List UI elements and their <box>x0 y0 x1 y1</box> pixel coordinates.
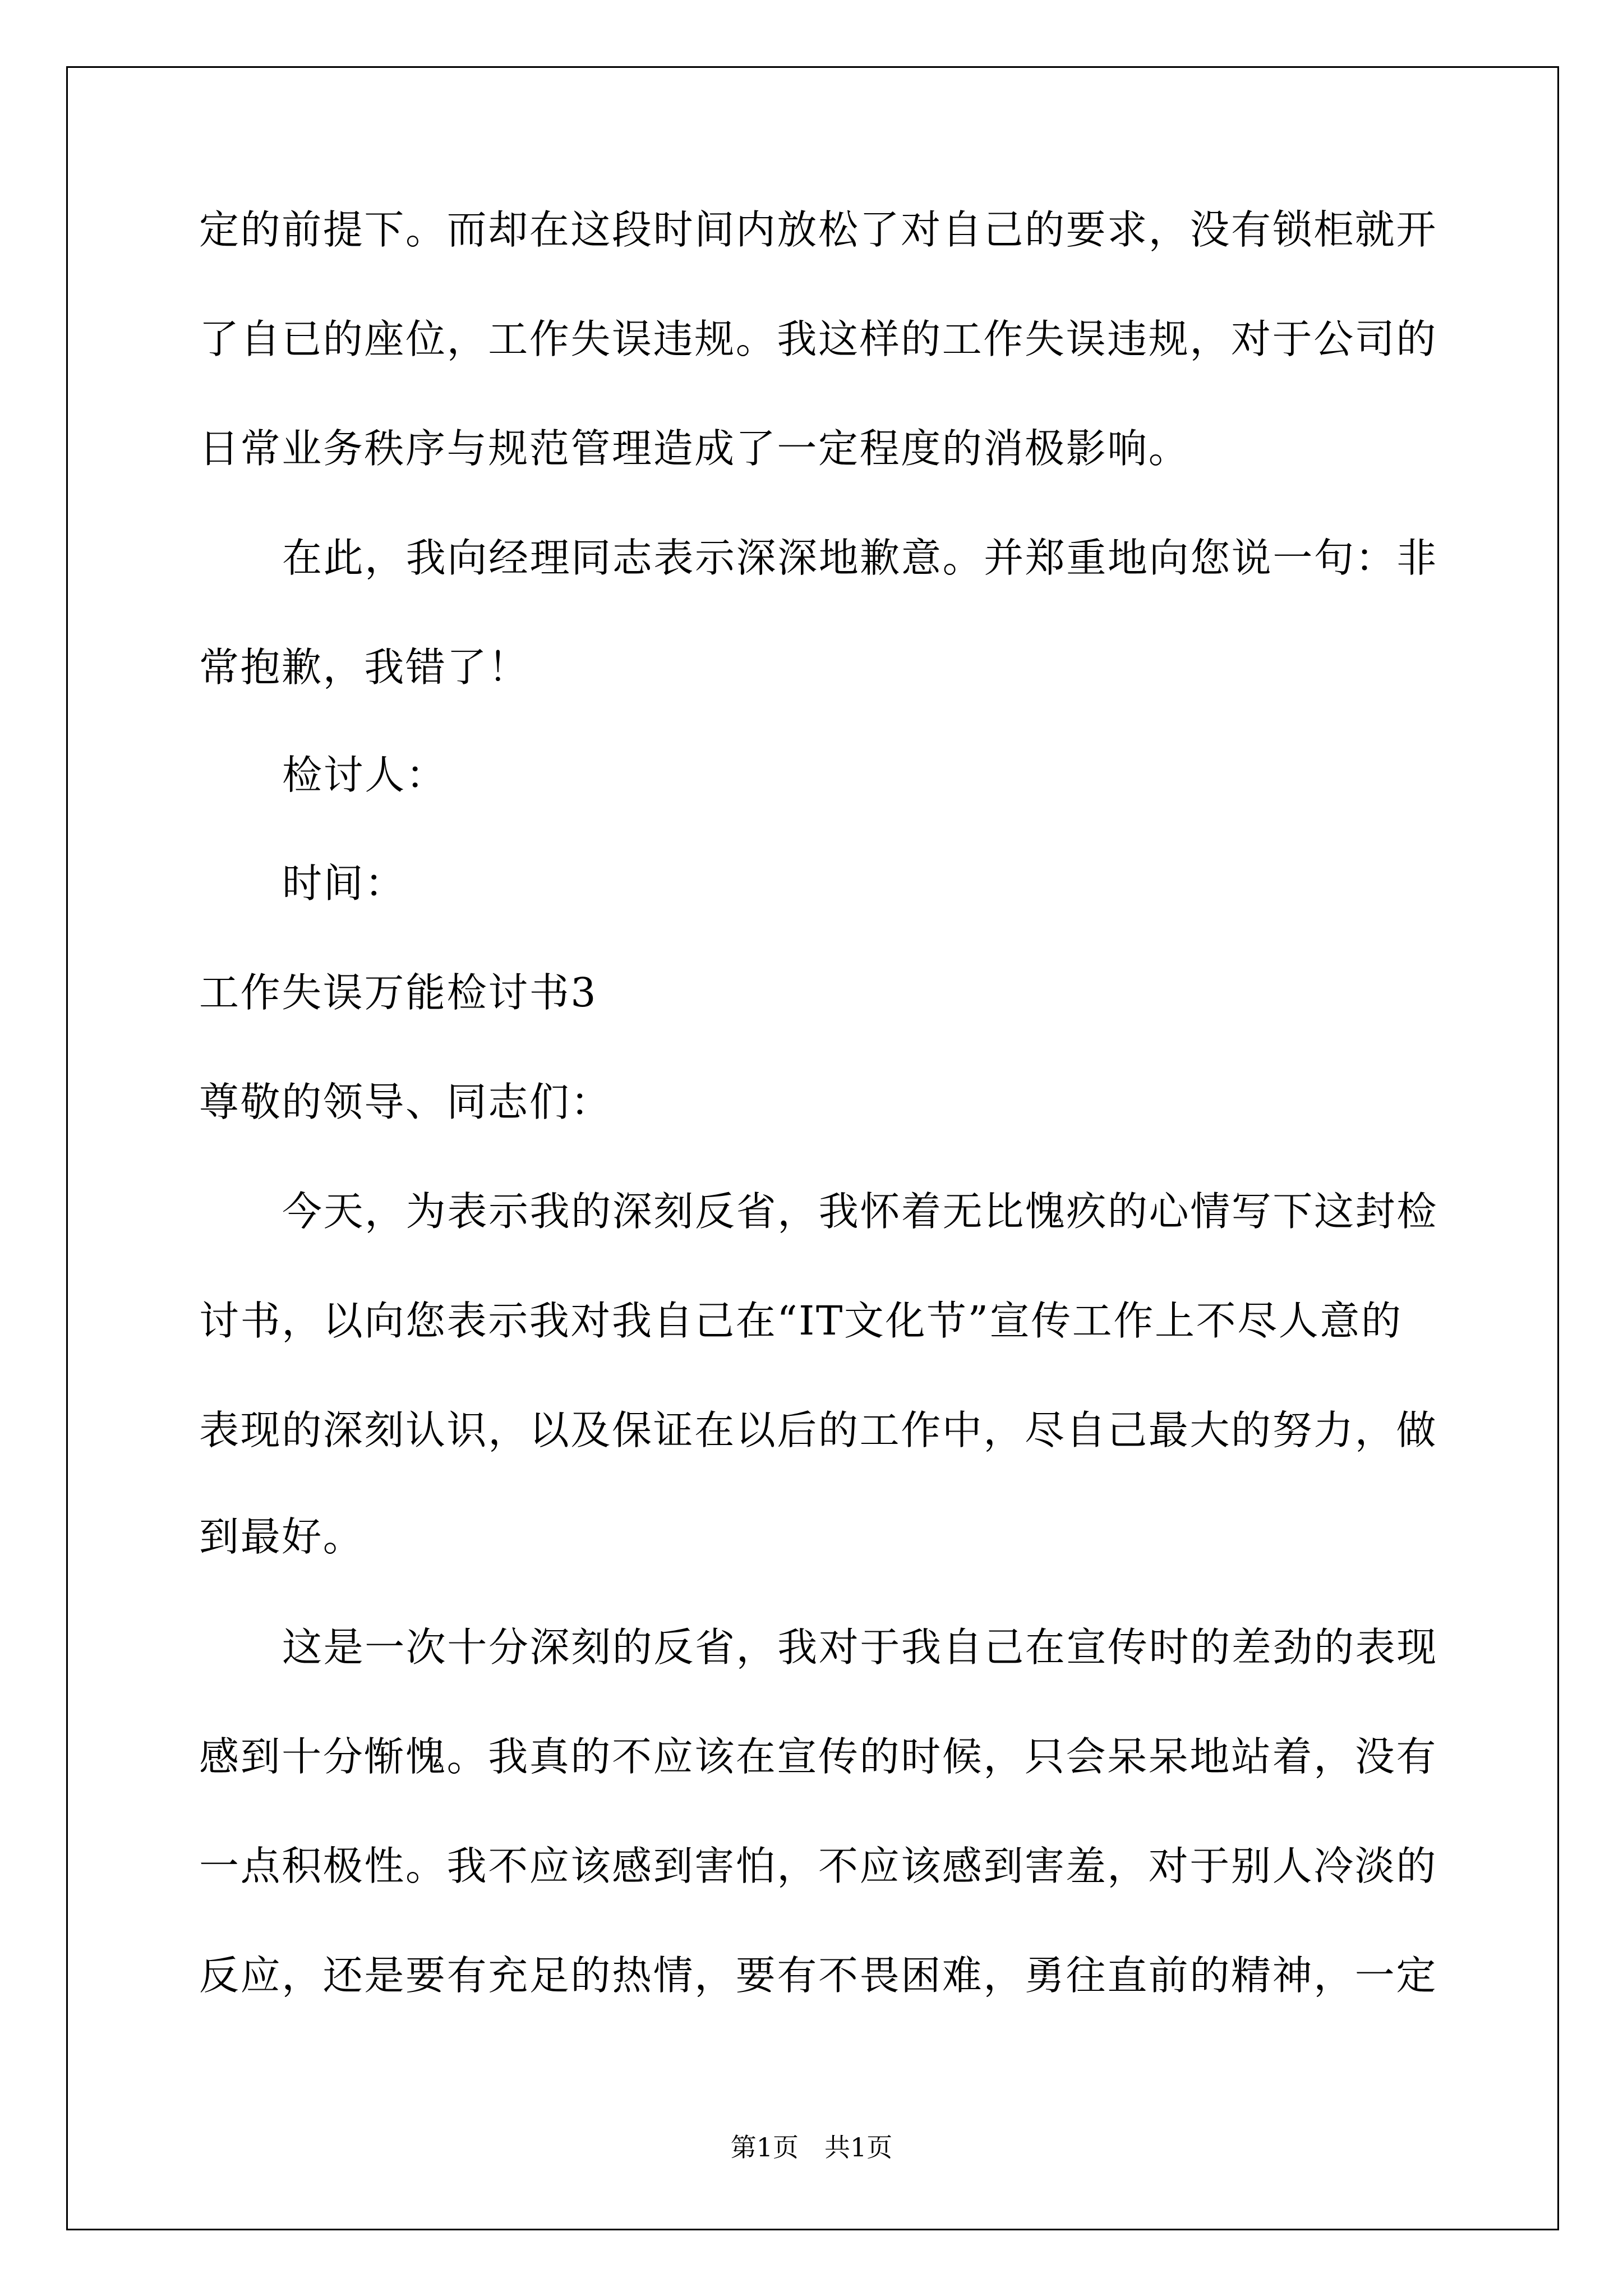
text-line: 了自已的座位，工作失误违规。我这样的工作失误违规，对于公司的 <box>199 316 1438 362</box>
text-line: 到最好。 <box>199 1513 365 1560</box>
page-border <box>66 66 1559 2230</box>
text-line: 这是一次十分深刻的反省，我对于我自己在宣传时的差劲的表现 <box>282 1624 1438 1671</box>
section-heading: 工作失误万能检讨书3 <box>199 969 598 1016</box>
text-line: 表现的深刻认识，以及保证在以后的工作中，尽自己最大的努力，做 <box>199 1407 1438 1453</box>
text-line: 定的前提下。而却在这段时间内放松了对自己的要求，没有锁柜就开 <box>199 206 1438 253</box>
text-line: 一点积极性。我不应该感到害怕，不应该感到害羞，对于别人冷淡的 <box>199 1843 1438 1889</box>
text-line: 日常业务秩序与规范管理造成了一定程度的消极影响。 <box>199 425 1190 472</box>
salutation: 尊敬的领导、同志们： <box>199 1079 612 1125</box>
text-line: 反应，还是要有充足的热情，要有不畏困难，勇往直前的精神，一定 <box>199 1952 1438 1999</box>
text-line: 时间： <box>282 860 406 907</box>
page-footer: 第1页 共1页 <box>730 2132 893 2162</box>
text-line: 在此，我向经理同志表示深深地歉意。并郑重地向您说一句：非 <box>282 535 1438 581</box>
text-line: 今天，为表示我的深刻反省，我怀着无比愧疚的心情写下这封检 <box>282 1188 1438 1235</box>
text-line: 讨书，以向您表示我对我自己在“IT文化节”宣传工作上不尽人意的 <box>199 1297 1403 1344</box>
text-line: 检讨人： <box>282 752 448 798</box>
text-line: 感到十分惭愧。我真的不应该在宣传的时候，只会呆呆地站着，没有 <box>199 1733 1438 1780</box>
text-line: 常抱歉，我错了！ <box>199 644 529 691</box>
